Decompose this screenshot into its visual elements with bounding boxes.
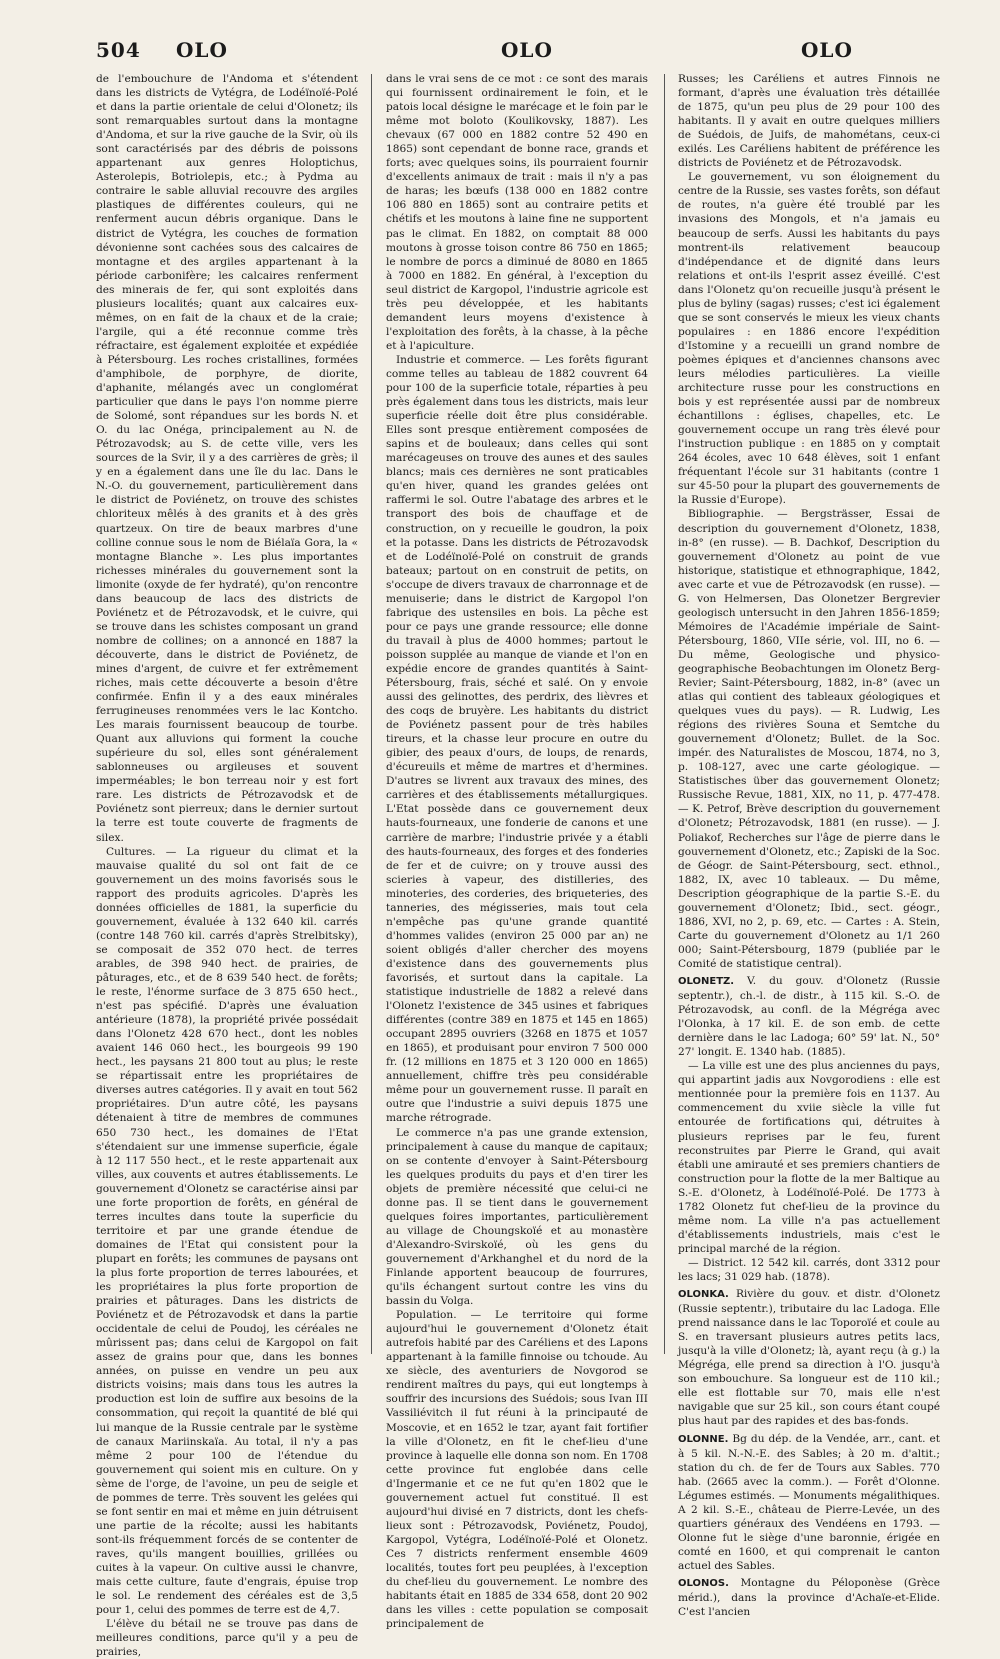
column-center	[386, 72, 648, 1631]
headword: OLONNE.	[678, 1433, 729, 1445]
entry-text: Bg du dép. de la Vendée, arr., cant. et à 5 kil. N.-N.-E. des Sables; à 20 m. d'altit.; station du ch. de fer de Tours aux Sables. 770 hab. (2665 avec la comm.). — Forêt d'Olonne. Légumes estimés. — Monuments mégalithiques. A 2 kil. S.-E., château de Pierre-Levée, un des quartiers généraux des Vendéens en 1793. — Olonne fut le siège d'une baronnie, érigée en comté en 1600, et qui comprenait le canton actuel des Sables.	[678, 1432, 940, 1572]
header-left-word: OLO	[176, 38, 228, 62]
paragraph: dans le vrai sens de ce mot : ce sont des marais qui fournissent ordinairement le foin, et le patois local désigne le marécage et le foin par le même mot boloto (Koulikovsky, 1887). Les chevaux (67 000 en 1882 contre 52 490 en 1865) sont cependant de bonne race, grands et forts; avec quelques soins, ils pourraient fournir d'excellents animaux de trait : mais il n'y a pas de haras; les bœufs (138 000 en 1882 contre 106 880 en 1865) sont au contraire petits et chétifs et les moutons à laine fine ne supportent pas le climat. En 1882, on comptait 88 000 moutons à grosse toison contre 86 750 en 1865; le nombre de porcs a diminué de 8080 en 1865 à 7000 en 1882. En général, à l'exception du seul district de Kargopol, l'industrie agricole est très peu développée, et les habitants demandent leurs moyens d'existence à l'exploitation des forêts, à la chasse, à la pêche et à l'apiculture.	[386, 73, 648, 352]
paragraph: de l'embouchure de l'Andoma et s'étendent dans les districts de Vytégra, de Lodéïnoïé-Polé et dans la partie orientale de celui d'Olonetz; ils sont remarquables surtout dans la montagne d'Andoma, et sur la rive gauche de la Svir, où ils sont caractérisés par des débris de poissons appartenant aux genres Holoptichus, Asterolepis, Botriolepis, etc.; à Pydma au contraire le sable alluvial recouvre des argiles plastiques de différentes couleurs, qui ne renferment aucun débris organique. Dans le district de Vytégra, les couches de formation dévonienne sont cachées sous des calcaires de montagne et des argiles appartenant à la période carbonifère; les calcaires renferment des minerais de fer, qui sont exploités dans plusieurs localités; quant aux calcaires eux-mêmes, on en fait de la chaux et de la craie; l'argile, qui a été reconnue comme très réfractaire, est également exploitée et expédiée à Pétersbourg. Les roches cristallines, formées d'amphibole, de porphyre, de diorite, d'aphanite, mélangés avec un conglomérat particulier que dans le pays l'on nomme pierre de Solomé, sont répandues sur les bords N. et O. du lac Onéga, principalement au N. de Pétrozavodsk; au S. de cette ville, vers les sources de la Svir, il y a des carrières de grès; il y en a également dans une île du lac. Dans le N.-O. du gouvernement, particulièrement dans le district de Poviénetz, on trouve des schistes chloriteux mêlés à des granits et à des grès quartzeux. On tire de beaux marbres d'une colline connue sous le nom de Biélaïa Gora, la « montagne Blanche ». Les plus importantes richesses minérales du gouvernement sont la limonite (oxyde de fer hydraté), qu'on rencontre dans beaucoup de lacs des districts de Poviénetz et de Pétrozavodsk, et le cuivre, qui se trouve dans les schistes composant un grand nombre de collines; on a annoncé en 1887 la découverte, dans le district de Poviénetz, de mines d'argent, de cuivre et fer extrêmement riches, mais cette découverte a besoin d'être confirmée. Enfin il y a des eaux minérales ferrugineuses renommées vers le lac Kontcho. Les marais fournissent beaucoup de tourbe. Quant aux alluvions qui forment la couche supérieure du sol, elles sont généralement sablonneuses ou argileuses et souvent imperméables; le bon terreau noir y est fort rare. Les districts de Pétrozavodsk et de Poviénetz sont pierreux; dans le dernier surtout la terre est toute couverte de fragments de silex.	[96, 73, 358, 844]
paragraph: Russes; les Caréliens et autres Finnois ne formant, d'après une évaluation très détaillée de 1875, qu'un peu plus de 29 pour 100 des habitants. Il y avait en outre quelques milliers de Suédois, de Juifs, de mahométans, ceux-ci exilés. Les Caréliens habitent de préférence les districts de Poviénetz et de Pétrozavodsk.	[678, 73, 940, 170]
headword: OLONKA.	[678, 1289, 729, 1301]
headword: OLONETZ.	[678, 976, 735, 987]
paragraph: — District. 12 542 kil. carrés, dont 3312 pour les lacs; 31 029 hab. (1878).	[678, 1256, 940, 1283]
column-right	[678, 72, 941, 1619]
paragraph: Cultures. — La rigueur du climat et la mauvaise qualité du sol ont fait de ce gouvernement un des moins favorisés sous le rapport des produits agricoles. D'après les données officielles de 1881, la superficie du gouvernement, évaluée à 132 640 kil. carrés (contre 148 760 kil. carrés d'après Strelbitsky), se composait de 352 070 hect. de terres arables, de 398 940 hect. de prairies, de pâturages, etc., et de 8 639 540 hect. de forêts; le reste, l'énorme surface de 3 875 650 hect., n'est pas spécifié. D'après une évaluation antérieure (1878), la propriété privée possédait dans l'Olonetz 428 670 hect., dont les nobles avaient 146 060 hect., les bourgeois 99 190 hect., les paysans 21 800 tout au plus; le reste se répartissait entre les propriétaires de diverses autres catégories. Il y avait en tout 562 propriétaires. D'un autre côté, les paysans détenaient à titre de membres de communes 650 730 hect., les domaines de l'Etat s'étendaient sur une immense superficie, égale à 12 117 550 hect., et le reste appartenait aux villes, aux couvents et autres établissements. Le gouvernement d'Olonetz se caractérise ainsi par une forte proportion de forêts, en général de terres incultes dans toute la superficie du territoire et par une grande étendue de domaines de l'Etat qui consistent pour la plupart en forêts; les communes de paysans ont la plus forte proportion de terres labourées, et les propriétaires la plus forte proportion de prairies et pâturages. Dans les districts de Poviénetz et de Pétrozavodsk et dans la partie occidentale de celui de Poudoj, les céréales ne mûrissent pas; dans celui de Kargopol on fait assez de grains pour que, dans les bonnes années, on puisse en vendre un peu aux districts voisins; mais dans tous les autres la production est loin de suffire aux besoins de la consommation, qui reçoit la quantité de blé qui lui manque de la Russie centrale par le système de canaux Mariinskaïa. Au total, il n'y a pas même 2 pour 100 de l'étendue du gouvernement qui soient mis en culture. On y sème de l'orge, de l'avoine, un peu de seigle et de pommes de terre. Très souvent les gelées qui se font sentir en mai et même en juin détruisent une partie de la récolte; aussi les habitants sont-ils fréquemment forcés de se contenter de raves, qu'ils mangent bouillies, grillées ou cuites à la vapeur. On cultive aussi le chanvre, mais cette culture, faute d'engrais, épuise trop le sol. Le rendement des céréales est de 3,5 pour 1, celui des pommes de terre est de 4,7.	[96, 845, 358, 1617]
header-right-word: OLO	[801, 38, 853, 62]
paragraph: L'élève du bétail ne se trouve pas dans de meilleures conditions, parce qu'il y a peu de prairies,	[96, 1618, 358, 1659]
entry-olonne	[678, 1432, 940, 1573]
entry-olonos	[678, 1576, 940, 1619]
entry-text: Rivière du gouv. et distr. d'Olonetz (Russie septentr.), tributaire du lac Ladoga. Elle prend naissance dans le lac Toporoïé et coule au S. en traversant plusieurs autres petits lacs, jusqu'à la ville d'Olonetz; là, ayant reçu (à g.) la Mégréga, elle prend sa direction à l'O. jusqu'à son embouchure. Sa longueur est de 110 kil.; elle est flottable sur 70, mais elle n'est navigable que sur 25 kil., son cours étant coupé plus haut par des rapides et des bas-fonds.	[678, 1288, 941, 1428]
header-center-word: OLO	[501, 38, 553, 62]
page-number: 504	[96, 38, 141, 62]
paragraph: Le commerce n'a pas une grande extension, principalement à cause du manque de capitaux; on se contente d'envoyer à Saint-Pétersbourg les quelques produits du pays et d'en tirer les objets de première nécessité que celui-ci ne donne pas. Il se tient dans le gouvernement quelques foires importantes, particulièrement au village de Choungskoïé et au monastère d'Alexandro-Svirskoïé, où les gens du gouvernement d'Arkhanghel et du nord de la Finlande apportent beaucoup de fourrures, qu'ils échangent surtout contre les vins du bassin du Volga.	[386, 1126, 648, 1308]
column-left	[96, 72, 358, 1659]
paragraph: Le gouvernement, vu son éloignement du centre de la Russie, ses vastes forêts, son défaut de routes, n'a guère été troublé par les invasions des Mongols, et n'a jamais eu beaucoup de serfs. Aussi les habitants du pays montrent-ils relativement beaucoup d'indépendance et de dignité dans leurs relations et ont-ils l'esprit assez éveillé. C'est dans l'Olonetz qu'on recueille jusqu'à présent le plus de byliny (sagas) russes; c'est ici également que se sont conservés le mieux les vieux chants populaires : en 1886 encore l'expédition d'Istomine y a recueilli un grand nombre de poèmes épiques et d'anciennes chansons avec leurs mélodies particulières. La vieille architecture russe pour les constructions en bois y est représentée aussi par de nombreux échantillons : églises, chapelles, etc. Le gouvernement occupe un rang très élevé pour l'instruction publique : en 1885 on y comptait 264 écoles, avec 10 648 élèves, soit 1 enfant fréquentant l'école sur 31 habitants (contre 1 sur 45-50 pour la plupart des gouvernements de la Russie d'Europe).	[678, 171, 940, 507]
paragraph: Industrie et commerce. — Les forêts figurant comme telles au tableau de 1882 couvrent 64 pour 100 de la superficie totale, réparties à peu près également dans tous les districts, mais leur superficie réelle doit être plus considérable. Elles sont presque entièrement composées de sapins et de bouleaux; dans celles qui sont marécageuses on trouve des aunes et des saules blancs; mais ces dernières ne sont praticables qu'en hiver, quand les grandes gelées ont raffermi le sol. Outre l'abatage des arbres et le transport des bois de chauffage et de construction, on y recueille le goudron, la poix et la potasse. Dans les districts de Pétrozavodsk et de Lodéïnoïé-Polé on construit de grands bateaux; partout on en construit de petits, on s'occupe de divers travaux de charronnage et de menuiserie; dans le district de Kargopol l'on fabrique des ustensiles en bois. La pêche est pour ce pays une grande ressource; elle donne du travail à plus de 4000 hommes; partout le poisson supplée au manque de viande et l'on en expédie encore de grandes quantités à Saint-Pétersbourg, frais, séché et salé. On y envoie aussi des gelinottes, des perdrix, des lièvres et des coqs de bruyère. Les habitants du district de Poviénetz passent pour de très habiles tireurs, et la chasse leur procure en outre du gibier, des peaux d'ours, de loups, de renards, d'écureuils et même de martres et d'hermines. D'autres se livrent aux travaux des mines, des carrières et des établissements métallurgiques. L'Etat possède dans ce gouvernement deux hauts-fourneaux, une fonderie de canons et une carrière de marbre; l'industrie privée y a établi des hauts-fourneaux, des forges et des fonderies de fer et de cuivre; on y trouve aussi des scieries à vapeur, des distilleries, des minoteries, des corderies, des briqueteries, des tanneries, des mégisseries, mais tout cela n'empêche pas qu'une grande quantité d'hommes valides (environ 25 000 par an) ne soient obligés d'aller chercher des moyens d'existence dans des gouvernements plus favorisés, et surtout dans la capitale. La statistique industrielle de 1882 a relevé dans l'Olonetz l'existence de 345 usines et fabriques différentes (contre 389 en 1875 et 145 en 1865) occupant 2895 ouvriers (3268 en 1875 et 1057 en 1865), et produisant pour environ 7 500 000 fr. (12 millions en 1875 et 3 120 000 en 1865) annuellement, chiffre très peu considérable même pour un gouvernement russe. Il paraît en outre que l'industrie a suivi depuis 1875 une marche rétrograde.	[386, 353, 648, 1125]
column-divider	[371, 74, 372, 1354]
entry-text: V. du gouv. d'Olonetz (Russie septentr.), ch.-l. de distr., à 115 kil. S.-O. de Pétrozavodsk, au confl. de la Mégréga avec l'Olonka, à 17 kil. E. de son emb. de cette dernière dans le lac Ladoga; 60° 59' lat. N., 50° 27' longit. E. 1340 hab. (1885).	[678, 975, 940, 1059]
entry-olonetz	[678, 974, 940, 1059]
column-divider	[664, 74, 665, 1354]
page-header	[96, 38, 876, 68]
headword: OLONOS.	[678, 1577, 729, 1589]
entry-olonka	[678, 1287, 940, 1428]
paragraph: Bibliographie. — Bergsträsser, Essai de description du gouvernement d'Olonetz, 1838, in-8° (en russe). — B. Dachkof, Description du gouvernement d'Olonetz au point de vue historique, statistique et ethnographique, 1842, avec carte et vue de Pétrozavodsk (en russe). — G. von Helmersen, Das Olonetzer Bergrevier geologisch untersucht in den Jahren 1856-1859; Mémoires de l'Académie impériale de Saint-Pétersbourg, 1860, VIIe série, vol. III, no 6. — Du même, Geologische und physico-geographische Beobachtungen im Olonetz Berg-Revier; Saint-Pétersbourg, 1882, in-8° (avec un atlas qui contient des tableaux géologiques et quelques vues du pays). — R. Ludwig, Les régions des rivières Souna et Semtche du gouvernement d'Olonetz; Bullet. de la Soc. impér. des Naturalistes de Moscou, 1874, no 3, p. 108-127, avec une carte géologique. — Statistisches über das gouvernement Olonetz; Russische Revue, 1881, XIX, no 11, p. 477-478. — K. Petrof, Brève description du gouvernement d'Olonetz; Pétrozavodsk, 1881 (en russe). — J. Poliakof, Recherches sur l'âge de pierre dans le gouvernement d'Olonetz, etc.; Zapiski de la Soc. de Géogr. de Saint-Pétersbourg, sect. ethnol., 1882, IX, avec 10 tableaux. — Du même, Description géographique de la partie S.-E. du gouvernement d'Olonetz; Ibid., sect. géogr., 1886, XVI, no 2, p. 69, etc. — Cartes : A. Stein, Carte du gouvernement d'Olonetz au 1/1 260 000; Saint-Pétersbourg, 1879 (publiée par le Comité de statistique central).	[678, 508, 940, 970]
entry-text: Montagne du Péloponèse (Grèce mérid.), dans la province d'Achaïe-et-Elide. C'est l'ancien	[678, 1576, 940, 1619]
paragraph: Population. — Le territoire qui forme aujourd'hui le gouvernement d'Olonetz était autrefois habité par des Caréliens et des Lapons appartenant à la famille finnoise ou tchoude. Au xe siècle, des aventuriers de Novgorod se rendirent maîtres du pays, qui eut longtemps à souffrir des incursions des Suédois; sous Ivan III Vassiliévitch il fut réuni à la principauté de Moscovie, et en 1652 le tzar, ayant fait fortifier la ville d'Olonetz, en fit le chef-lieu d'une province à laquelle elle donna son nom. En 1708 cette province fut englobée dans celle d'Ingermanie et ce ne fut qu'en 1802 que le gouvernement actuel fut constitué. Il est aujourd'hui divisé en 7 districts, dont les chefs-lieux sont : Pétrozavodsk, Poviénetz, Poudoj, Kargopol, Vytégra, Lodéïnoïé-Polé et Olonetz. Ces 7 districts renferment ensemble 4609 localités, toutes fort peu peuplées, à l'exception du chef-lieu du gouvernement. Le nombre des habitants était en 1885 de 334 658, dont 20 902 dans les villes : cette population se composait principalement de	[386, 1309, 648, 1631]
paragraph: — La ville est une des plus anciennes du pays, qui appartint jadis aux Novgorodiens : elle est mentionnée pour la première fois en 1137. Au commencement du xviie siècle la ville fut entourée de fortifications qui, détruites à plusieurs reprises par le feu, furent reconstruites par Pierre le Grand, qui avait établi une amirauté et ses premiers chantiers de construction pour la flotte de la mer Baltique au S.-E. d'Olonetz, à Lodéïnoïé-Polé. De 1773 à 1782 Olonetz fut chef-lieu de la province du même nom. La ville n'a pas actuellement d'établissements industriels, mais c'est le principal marché de la région.	[678, 1060, 940, 1255]
